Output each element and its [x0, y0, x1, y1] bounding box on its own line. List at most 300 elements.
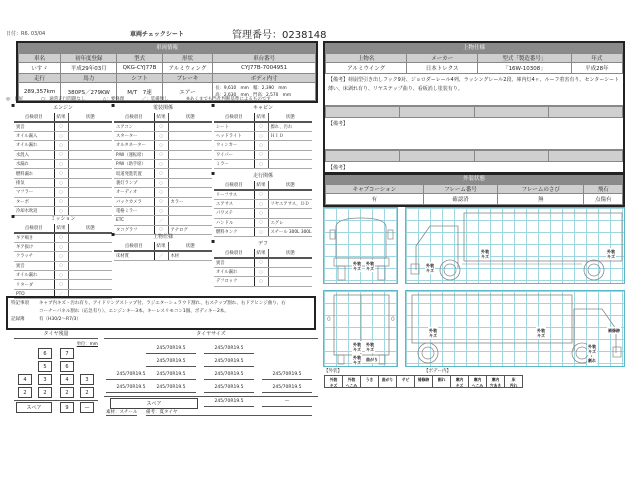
- check-state: [68, 178, 112, 187]
- tire-size-r1-ol: 245/70R19.5: [106, 370, 156, 380]
- table-row: [114, 207, 212, 216]
- check-result: ○: [154, 207, 168, 216]
- tag-rear-bottom-right: 曲がり: [366, 357, 378, 362]
- col-item: 点検項目: [114, 113, 154, 122]
- damage-legend-item: 庫内 キズ: [450, 375, 469, 388]
- check-result: ○: [54, 280, 68, 289]
- check-result: ○: [54, 252, 68, 261]
- check-item: エアコン: [114, 122, 154, 131]
- check-result: ○: [54, 261, 68, 270]
- check-state: [168, 188, 212, 197]
- col-state: 状態: [168, 113, 212, 122]
- bullet-icon: ▪: [211, 238, 216, 245]
- col-item: 点検項目: [114, 242, 154, 251]
- col-result: 結果: [154, 113, 168, 122]
- tag-side1-right: 外装 キズ: [607, 249, 615, 259]
- special-notes-text1: キャブ内キズ・汚れ有り、アイドリングストップ付、ラジエターシュラウド割れ、右ステップ割れ、右ドアヒンジ曲り、右: [39, 301, 286, 306]
- check-item: ギア鳴き: [14, 233, 54, 242]
- cargo-remark-3: 【備考】: [328, 165, 349, 171]
- check-item: 冷却水吹返: [14, 207, 54, 216]
- table-row: [214, 218, 312, 227]
- check-item: オイル漏れ: [14, 141, 54, 150]
- tire-remaining-front-right: 7: [60, 348, 74, 359]
- check-result: ○: [154, 150, 168, 159]
- check-state: リヤエアサス、ＤＤ: [268, 199, 312, 208]
- check-result: ○: [254, 267, 268, 276]
- check-result: ○: [54, 188, 68, 197]
- table-row: [214, 277, 312, 286]
- tag-rear-bottom-left: 外装 キズ: [353, 355, 361, 365]
- tire-remaining-spare: 9: [60, 402, 74, 413]
- check-result: ○: [254, 122, 268, 131]
- check-result: ○: [154, 131, 168, 140]
- col-state: 状態: [268, 113, 312, 122]
- body-dims-line2: 高：2,630 mm 門高：2,570 mm: [215, 92, 292, 98]
- col-chassis: 車台番号: [213, 54, 316, 63]
- section-engine: [11, 102, 112, 216]
- check-result: ○: [254, 190, 268, 199]
- check-result: ○: [254, 199, 268, 208]
- special-notes-text2: コーナーパネル割れ（応急有り）、エンジンキー3本、キーレスリモコン1個、ボディキー2本。: [39, 309, 229, 314]
- check-state: [168, 207, 212, 216]
- tire-remaining-r1-ir: 4: [60, 374, 74, 385]
- table-row: [214, 209, 312, 218]
- table-row: [14, 271, 112, 280]
- section-cargo: [111, 231, 212, 261]
- check-state: アナログ: [168, 225, 212, 234]
- table-row: [14, 233, 112, 242]
- table-row: [114, 131, 212, 140]
- tire-size-r2-ol: 245/70R19.5: [106, 383, 156, 393]
- tire-remaining-2nd-left: 5: [38, 361, 52, 372]
- frame-rust: 無: [498, 194, 584, 205]
- tag-side1-mid: 外装 キズ: [481, 249, 489, 259]
- check-state: [168, 160, 212, 169]
- check-item: タコグラフ: [114, 225, 154, 234]
- check-result: ／: [154, 216, 168, 225]
- check-item: パワステ: [214, 209, 254, 218]
- cargo-maker: 日本トレクス: [407, 63, 478, 74]
- section-mission: [11, 213, 112, 299]
- horsepower: 380PS／279KW: [61, 83, 117, 101]
- diagram-front-view: [323, 207, 398, 284]
- check-result: ○: [154, 197, 168, 206]
- table-row: [14, 242, 112, 251]
- check-result: ／: [154, 251, 168, 260]
- tire-size-spare-label: スペア: [110, 398, 198, 409]
- table-row: [14, 178, 112, 187]
- check-result: ／: [54, 289, 68, 298]
- section-diff: [211, 238, 312, 287]
- col-shape: 形状: [162, 54, 213, 63]
- bullet-icon: ▪: [211, 102, 216, 109]
- damage-legend-item: 外装 へこみ: [342, 375, 361, 388]
- check-state: 擦れ、汚れ: [268, 122, 312, 131]
- tire-size-panel: [104, 330, 318, 410]
- tire-remaining-r2-ol: 2: [18, 387, 32, 398]
- check-item: リーフサス: [214, 190, 254, 199]
- check-state: [268, 190, 312, 199]
- col-item: 点検項目: [14, 224, 54, 233]
- table-row: [14, 122, 112, 131]
- tire-remaining-front-left: 6: [38, 348, 52, 359]
- col-result: 結果: [54, 224, 68, 233]
- check-state: [68, 197, 112, 206]
- section-title: 電装関係: [152, 105, 173, 111]
- tire-remaining-panel: [14, 330, 98, 410]
- check-state: [68, 280, 112, 289]
- check-result: ○: [254, 141, 268, 150]
- check-state: [268, 277, 312, 286]
- check-result: ○: [154, 178, 168, 187]
- table-row: [14, 261, 112, 270]
- bullet-icon: ▪: [111, 102, 116, 109]
- col-result: 結果: [254, 113, 268, 122]
- check-result: ○: [254, 209, 268, 218]
- check-state: [68, 169, 112, 178]
- tire-remaining-r2-il: 2: [38, 387, 52, 398]
- check-state: [168, 150, 212, 159]
- check-state: [68, 233, 112, 242]
- tire-remaining-r2-or: 2: [80, 387, 94, 398]
- check-item: ミラー: [214, 160, 254, 169]
- check-result: ○: [54, 169, 68, 178]
- col-maker: メーカー: [407, 54, 478, 63]
- table-row: [14, 252, 112, 261]
- table-row: [214, 190, 312, 199]
- tire-size-r1-il: 245/70R19.5: [146, 370, 196, 380]
- check-item: オイル漏れ: [214, 267, 254, 276]
- check-item: 異音: [14, 261, 54, 270]
- tire-remaining-spare-extra: —: [80, 402, 94, 413]
- col-state: 状態: [268, 181, 312, 190]
- check-item: 異音: [214, 258, 254, 267]
- brake: エアー: [162, 83, 213, 101]
- section-title: ミッション: [50, 216, 76, 222]
- management-number: 管理番号：0238148: [232, 30, 327, 41]
- damage-legend-row: [324, 375, 522, 388]
- diagram-side-view-2: [405, 290, 625, 367]
- table-row: [14, 188, 112, 197]
- check-result: ○: [154, 160, 168, 169]
- table-row: [114, 188, 212, 197]
- table-row: [114, 178, 212, 187]
- vehicle-info-title: 車両情報: [18, 43, 316, 53]
- check-result: ○: [54, 131, 68, 140]
- check-item: 裏灯ランプ: [114, 178, 154, 187]
- check-item: P/W（助手席）: [114, 160, 154, 169]
- check-state: [168, 131, 212, 140]
- tire-size-front-left: 245/70R19.5: [146, 344, 196, 354]
- tag-rear-top-right: 外装 キズ: [366, 342, 374, 352]
- col-stone-chip: 飛石: [584, 185, 623, 194]
- section-cabin: [211, 102, 312, 169]
- check-state: [68, 242, 112, 251]
- cargo-year: 平成28年: [571, 63, 622, 74]
- table-row: [214, 267, 312, 276]
- section-title: エンジン: [53, 105, 73, 111]
- check-item: 異音: [14, 122, 54, 131]
- check-state: [168, 141, 212, 150]
- check-state: [168, 178, 212, 187]
- legend-note: ※あくまでも当社判断基準によるものです: [186, 97, 271, 102]
- col-year: 年式: [571, 54, 622, 63]
- check-item: オイル漏入: [14, 131, 54, 140]
- truck-side-icon: [406, 208, 626, 285]
- diagram-side-view-1: [405, 207, 625, 284]
- tag-side1-door: 外装 キズ: [426, 263, 434, 273]
- section-title: デフ: [257, 241, 268, 247]
- section-title: キャビン: [252, 105, 273, 111]
- damage-legend-item: 庫内 穴あき: [486, 375, 505, 388]
- legend-good: ◎：良好: [6, 97, 24, 102]
- tire-remaining-r1-or: 3: [80, 374, 94, 385]
- tag-front-left: 外装 キズ: [353, 261, 361, 271]
- check-item: ウィンカー: [214, 141, 254, 150]
- check-item: 水漏れ: [14, 160, 54, 169]
- check-state: ＨＩＤ: [268, 131, 312, 140]
- col-cargo-model: 型式「製造番号」: [477, 54, 571, 63]
- check-state: [268, 150, 312, 159]
- tire-size-title: タイヤサイズ: [104, 330, 318, 339]
- table-row: [114, 150, 212, 159]
- shift: M/T 7速: [117, 83, 162, 101]
- cargo-remark-2: 【備考】: [325, 118, 623, 150]
- tire-remaining-r1-il: 3: [38, 374, 52, 385]
- check-item: エアサス: [214, 199, 254, 208]
- col-frame-number: フレーム番号: [423, 185, 497, 194]
- check-item: ヘッドライト: [214, 131, 254, 140]
- tire-material: 素材：スチール: [106, 410, 138, 415]
- special-notes-label: 特記事項: [11, 301, 29, 306]
- tire-unit: 単位：mm: [76, 342, 98, 347]
- cargo-spec-title: 上物仕様: [325, 43, 623, 53]
- check-state: スチール 300L 300L: [268, 228, 312, 237]
- check-result: ○: [254, 228, 268, 237]
- svg-text:0: 0: [391, 316, 395, 323]
- tire-size-r2-ir: 245/70R19.5: [204, 383, 254, 393]
- check-result: ○: [54, 233, 68, 242]
- col-name: 車名: [19, 54, 61, 63]
- col-power: 馬力: [61, 74, 117, 83]
- damage-legend-item: サビ: [396, 375, 415, 388]
- table-row: [14, 280, 112, 289]
- check-result: ○: [54, 197, 68, 206]
- check-item: スターター: [114, 131, 154, 140]
- table-row: [114, 169, 212, 178]
- check-result: ○: [254, 258, 268, 267]
- body-dims-line1: 長：9,610 mm 幅：2,390 mm: [215, 85, 287, 91]
- check-result: ○: [154, 225, 168, 234]
- tire-size-r1-or: 245/70R19.5: [262, 370, 312, 380]
- legend-body-label: 【ボデー内】: [424, 369, 451, 374]
- check-item: 水混入: [14, 150, 54, 159]
- frame-number: 確認済: [423, 194, 497, 205]
- col-frame-rust: フレームのさび: [498, 185, 584, 194]
- table-row: [14, 169, 112, 178]
- section-title: 上物仕様: [152, 234, 173, 240]
- col-cab-caution: キャブコーション: [326, 185, 424, 194]
- table-row: [14, 150, 112, 159]
- check-result: ○: [54, 242, 68, 251]
- check-result: ○: [154, 141, 168, 150]
- table-row: [114, 251, 212, 260]
- damage-legend-item: うき: [360, 375, 379, 388]
- tag-rear-top-left: 外装 キズ: [353, 342, 361, 352]
- col-result: 結果: [254, 181, 268, 190]
- table-row: [114, 122, 212, 131]
- col-item: 点検項目: [14, 113, 54, 122]
- tire-remaining-2nd-right: 6: [60, 361, 74, 372]
- check-item: シート: [214, 122, 254, 131]
- tire-remaining-title: タイヤ残量: [14, 330, 98, 339]
- table-row: [214, 228, 312, 237]
- check-state: [168, 122, 212, 131]
- cargo-remark-1: 【備考】荷崩型引き出しフック9対、ジョロダーレール4列、ラッシングレール2段、庫内灯4ヶ、ルーフ着害有り、センターシート薄い、床剥れ有り、リヤステップ曲り、看板消し塗装有り。: [325, 74, 623, 106]
- tire-size-r2-il: 245/70R19.5: [146, 383, 196, 393]
- legend-normal: ○：通常走行問題なし: [40, 97, 86, 102]
- check-item: ETC: [114, 216, 154, 225]
- check-result: ○: [254, 150, 268, 159]
- tire-size-2nd-left: 245/70R19.5: [146, 357, 196, 367]
- check-result: ○: [54, 178, 68, 187]
- table-row: [114, 141, 212, 150]
- check-item: 床材質: [114, 251, 154, 260]
- mileage: 289,357km: [19, 83, 61, 101]
- check-state: [68, 188, 112, 197]
- col-item: 点検項目: [214, 113, 254, 122]
- check-state: [268, 209, 312, 218]
- col-state: 状態: [168, 242, 212, 251]
- record-book-text: 有（H30/2〜R7/3）: [39, 317, 81, 322]
- bullet-icon: ▪: [11, 213, 16, 220]
- tire-size-front-right: 245/70R19.5: [204, 344, 254, 354]
- special-notes-box: [6, 296, 316, 330]
- check-result: ○: [54, 207, 68, 216]
- check-state: カラー: [168, 197, 212, 206]
- bullet-icon: ▪: [211, 170, 216, 177]
- exterior-state-title: 外装状態: [325, 175, 623, 184]
- body-shape: アルミウィング: [162, 63, 213, 74]
- tire-remaining-spare-label: スペア: [16, 402, 52, 413]
- check-state: [168, 169, 212, 178]
- damage-legend-item: 庫内 へこみ: [468, 375, 487, 388]
- table-row: [14, 160, 112, 169]
- table-row: [214, 150, 312, 159]
- tire-remaining-r1-ol: 4: [18, 374, 32, 385]
- check-state: [68, 261, 112, 270]
- check-state: [68, 141, 112, 150]
- table-row: [14, 197, 112, 206]
- check-result: ○: [254, 131, 268, 140]
- stone-chip: 点傷有: [584, 194, 623, 205]
- chassis-number: CYJ77B-7004951: [213, 63, 316, 74]
- check-state: [68, 252, 112, 261]
- col-mileage: 走行: [19, 74, 61, 83]
- cargo-model: 「16W-10308」: [477, 63, 571, 74]
- table-row: [214, 258, 312, 267]
- check-state: [268, 141, 312, 150]
- vehicle-name: いすゞ: [19, 63, 61, 74]
- check-result: ○: [54, 271, 68, 280]
- check-state: [68, 160, 112, 169]
- col-result: 結果: [154, 242, 168, 251]
- table-row: [214, 141, 312, 150]
- tire-size-spare-extra: —: [262, 397, 312, 407]
- damage-legend-item: 外装 キズ: [324, 375, 343, 388]
- col-result: 結果: [254, 249, 268, 258]
- damage-legend-item: 曲がり: [378, 375, 397, 388]
- date-label: 日付：R6. 03/04: [6, 31, 46, 37]
- check-state: [68, 122, 112, 131]
- check-state: [68, 271, 112, 280]
- check-item: オイル漏れ: [14, 271, 54, 280]
- table-row: [14, 131, 112, 140]
- tire-size-r2-or: 245/70R19.5: [262, 383, 312, 393]
- check-result: ○: [54, 141, 68, 150]
- check-state: [68, 131, 112, 140]
- tag-side2-crack: 割れ: [588, 358, 596, 363]
- section-electrical: [111, 102, 212, 235]
- section-running: [211, 170, 312, 237]
- table-row: [14, 141, 112, 150]
- check-item: リターダ: [14, 280, 54, 289]
- tire-remark: 備考：夏タイヤ: [146, 409, 312, 416]
- table-row: [114, 216, 212, 225]
- col-cargo-name: 上物名: [326, 54, 407, 63]
- check-item: ギア抜け: [14, 242, 54, 251]
- check-result: ○: [54, 122, 68, 131]
- table-row: [214, 122, 312, 131]
- bullet-icon: ▪: [11, 102, 16, 109]
- cab-caution: 有: [326, 194, 424, 205]
- check-item: P/W（運転席）: [114, 150, 154, 159]
- col-first-reg: 初年度登録: [61, 54, 117, 63]
- check-state: [168, 216, 212, 225]
- tag-side2-door: 外装 キズ: [588, 344, 596, 354]
- check-item: デフロック: [214, 277, 254, 286]
- tag-side2-left: 外装 キズ: [429, 328, 437, 338]
- first-registration: 平成29年03月: [61, 63, 117, 74]
- check-state: [268, 258, 312, 267]
- tag-side2-mid: 外装 キズ: [537, 328, 545, 338]
- tire-size-2nd-right: 245/70R19.5: [204, 357, 254, 367]
- cargo-spec-table: [323, 41, 625, 174]
- check-result: ○: [154, 188, 168, 197]
- check-item: 燃料漏れ: [14, 169, 54, 178]
- section-title: 走行関係: [252, 173, 273, 179]
- check-state: [68, 150, 112, 159]
- col-item: 点検項目: [214, 181, 254, 190]
- check-item: ハンドル: [214, 218, 254, 227]
- check-state: [268, 160, 312, 169]
- model-code: QKG-CYJ77B: [117, 63, 162, 74]
- check-state: 木材: [168, 251, 212, 260]
- check-item: PTO: [14, 289, 54, 298]
- col-state: 状態: [68, 224, 112, 233]
- bullet-icon: ▪: [111, 231, 116, 238]
- col-item: 点検項目: [214, 249, 254, 258]
- check-item: オルタネーター: [114, 141, 154, 150]
- check-item: ワイパー: [214, 150, 254, 159]
- exterior-state-table: [323, 173, 625, 207]
- col-state: 状態: [268, 249, 312, 258]
- check-result: ○: [254, 277, 268, 286]
- legend-none: ／：装備無し: [141, 97, 169, 102]
- vehicle-info-table: [16, 41, 318, 103]
- svg-text:0: 0: [327, 316, 331, 323]
- check-item: 電格ミラー: [114, 207, 154, 216]
